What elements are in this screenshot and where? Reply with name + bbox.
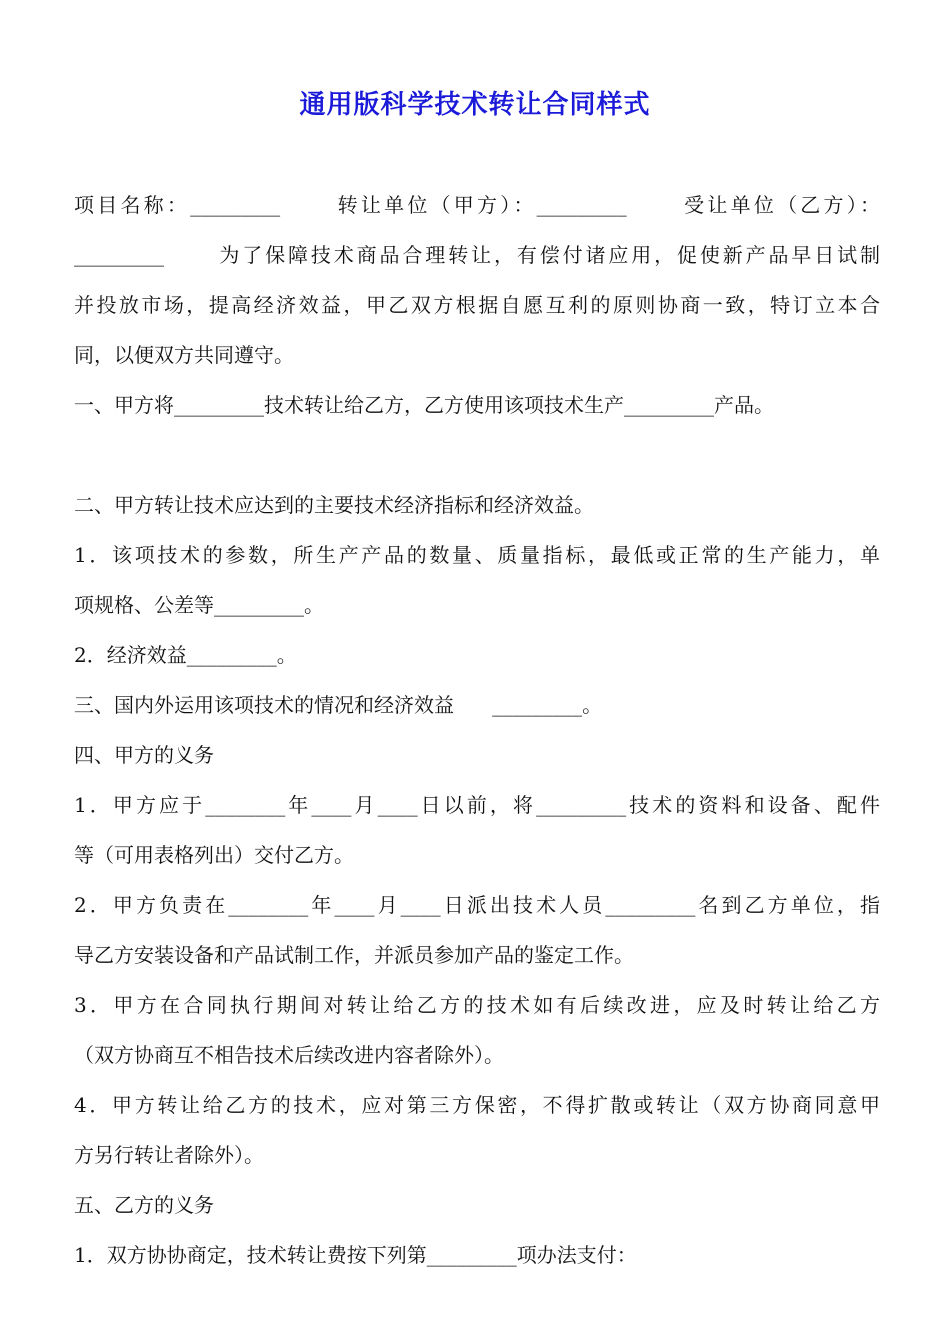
paragraph-line: _________ 为了保障技术商品合理转让，有偿付诸应用，促使新产品早日试制	[74, 243, 880, 267]
clause-2-heading: 二、甲方转让技术应达到的主要技术经济指标和经济效益。	[74, 493, 594, 517]
clause-3: 三、国内外运用该项技术的情况和经济效益 _________。	[74, 693, 603, 717]
clause-2-item-1: 1．该项技术的参数，所生产产品的数量、质量指标，最低或正常的生产能力，单	[74, 543, 880, 567]
clause-2-item-1-cont: 项规格、公差等_________。	[74, 593, 324, 617]
clause-4-item-3: 3．甲方在合同执行期间对转让给乙方的技术如有后续改进，应及时转让给乙方	[74, 993, 880, 1017]
clause-4-item-1-cont: 等（可用表格列出）交付乙方。	[74, 843, 354, 867]
blank-line	[74, 430, 880, 480]
clause-4-item-1: 1．甲方应于________年____月____日以前，将_________技术的资料和设备、配件	[74, 793, 880, 817]
clause-4-item-3-cont: （双方协商互不相告技术后续改进内容者除外）。	[74, 1043, 504, 1067]
document-title: 通用版科学技术转让合同样式	[299, 90, 651, 120]
document-body	[74, 180, 880, 1280]
clause-4-item-4: 4．甲方转让给乙方的技术，应对第三方保密，不得扩散或转让（双方协商同意甲	[74, 1093, 880, 1117]
paragraph-line: 项目名称：_________ 转让单位（甲方）：_________ 受让单位（乙方）：	[74, 193, 880, 217]
clause-5-heading: 五、乙方的义务	[74, 1193, 214, 1217]
clause-4-item-2-cont: 导乙方安装设备和产品试制工作，并派员参加产品的鉴定工作。	[74, 943, 634, 967]
clause-4-heading: 四、甲方的义务	[74, 743, 214, 767]
clause-2-item-2: 2．经济效益_________。	[74, 643, 297, 667]
clause-1: 一、甲方将_________技术转让给乙方，乙方使用该项技术生产_________产品。	[74, 393, 774, 417]
clause-4-item-2: 2．甲方负责在________年____月____日派出技术人员_________名到乙方单位，指	[74, 893, 880, 917]
paragraph-line: 同，以便双方共同遵守。	[74, 343, 294, 367]
clause-4-item-4-cont: 方另行转让者除外）。	[74, 1143, 264, 1167]
clause-5-item-1: 1．双方协协商定，技术转让费按下列第_________项办法支付：	[74, 1243, 637, 1267]
paragraph-line: 并投放市场，提高经济效益，甲乙双方根据自愿互利的原则协商一致，特订立本合	[74, 293, 880, 317]
